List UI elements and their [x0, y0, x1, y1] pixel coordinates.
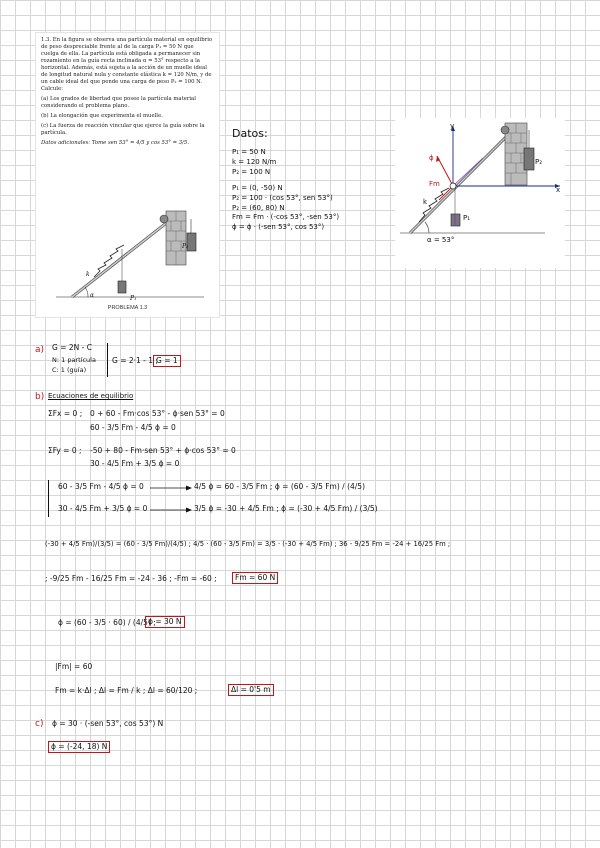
part-a-c: C: 1 (guía) — [52, 366, 87, 374]
fy-equation-2: 30 - 4/5 Fm + 3/5 ɸ = 0 — [90, 459, 180, 468]
part-b-label: b) — [35, 392, 45, 402]
problem-caption: PROBLEMA 1.3 — [107, 305, 148, 311]
data-vector-p1: P₁ = (0, -50) N — [232, 183, 283, 192]
equation-solve: ; -9/25 Fm - 16/25 Fm = -24 - 36 ; -Fm = -60 ; — [45, 574, 217, 583]
axis-label-x: x — [556, 186, 561, 194]
problem-statement-card — [35, 32, 220, 318]
problem-text — [41, 37, 213, 150]
arrow-icon — [150, 484, 192, 492]
problem-figure — [54, 205, 214, 303]
data-vector-phi: ɸ = ɸ · (-sen 53°, cos 53°) — [232, 223, 325, 232]
system-brace — [48, 480, 49, 517]
label-fm: Fm — [429, 180, 440, 188]
part-a-answer: G = 1 — [153, 355, 181, 367]
sum-fy-label: ΣFy = 0 ; — [48, 446, 82, 455]
data-given-k: k = 120 N/m — [232, 157, 277, 166]
arrow-icon — [150, 506, 192, 514]
system-result-2: 3/5 ɸ = -30 + 4/5 Fm ; ɸ = (-30 + 4/5 Fm) / (3/5) — [194, 504, 378, 513]
data-vector-p2: P₂ = 100 · (cos 53°, sen 53°) — [232, 193, 333, 202]
fx-equation-1: 0 + 60 - Fm·cos 53° - ɸ·sen 53° = 0 — [90, 409, 225, 418]
problem-label-alpha: α — [90, 292, 95, 299]
data-vector-fm: Fm = Fm · (-cos 53°, -sen 53°) — [232, 213, 340, 222]
fm-answer: Fm = 60 N — [232, 572, 278, 584]
label-alpha: α = 53° — [427, 236, 455, 244]
data-given-p2: P₂ = 100 N — [232, 167, 271, 176]
part-a-divider — [107, 343, 108, 377]
problem-label-p1: P₁ — [130, 295, 137, 302]
part-c-answer: ɸ = (-24, 18) N — [48, 741, 110, 753]
label-k: k — [423, 198, 428, 206]
label-p1: P₁ — [463, 214, 471, 222]
problem-question-c: (c) La fuerza de reacción vincular que ejerce la guía sobre la partícula. — [41, 122, 205, 136]
part-a-n: N: 1 partícula — [52, 356, 96, 364]
problem-paragraph: 1.3. En la figura se observa una partícula material en equilibrio de peso despreciable frente al de la carga P₁ = 50 N que cuelga de ella. La partícula está obligada a permanecer sin rozamiento en la guía recta inclinada α = 53° respecto a la horizontal. Además, está sujeta a la acción de un muelle ideal de longitud natural nula y constante elástica k = 120 N/m, y de un cable ideal del que pende una carga de peso P₂ = 100 N. Calcule: — [41, 37, 213, 92]
axis-label-y: y — [450, 122, 455, 130]
sum-fx-label: ΣFx = 0 ; — [48, 409, 83, 418]
elongation-equation: Fm = k·Δl ; Δl = Fm / k ; Δl = 60/120 ; — [55, 686, 198, 695]
free-body-diagram-drawing — [395, 118, 565, 268]
phi-equation: ɸ = (60 - 3/5 · 60) / (4/5) ; — [58, 618, 156, 627]
label-phi: ɸ — [429, 154, 434, 162]
part-a-formula: G = 2N - C — [52, 343, 92, 352]
fx-equation-2: 60 - 3/5 Fm - 4/5 ɸ = 0 — [90, 423, 176, 432]
problem-question-a: (a) Los grados de libertad que posee la partícula material considerando el problema plano. — [41, 95, 196, 109]
free-body-diagram — [395, 118, 565, 268]
system-equation-1: 60 - 3/5 Fm - 4/5 ɸ = 0 — [58, 482, 144, 491]
system-result-1: 4/5 ɸ = 60 - 3/5 Fm ; ɸ = (60 - 3/5 Fm) / (4/5) — [194, 482, 366, 491]
label-p2: P₂ — [535, 158, 543, 166]
part-b-heading: Ecuaciones de equilibrio — [48, 392, 134, 400]
system-equation-2: 30 - 4/5 Fm + 3/5 ɸ = 0 — [58, 504, 148, 513]
fy-equation-1: -50 + 80 - Fm·sen 53° + ɸ·cos 53° = 0 — [90, 446, 236, 455]
part-a-calc: G = 2·1 - 1 ; — [112, 356, 158, 365]
data-block — [232, 127, 339, 233]
equation-combined: (-30 + 4/5 Fm)/(3/5) = (60 - 3/5 Fm)/(4/5) ; 4/5 · (60 - 3/5 Fm) = 3/5 · (-30 + 4/5 Fm) ; 36 - 9/25 Fm = -24 + 16/25 Fm ; — [45, 540, 451, 548]
data-vector-p2-components: P₂ = (60, 80) N — [232, 203, 285, 212]
problem-label-k: k — [86, 271, 90, 278]
part-a-label: a) — [35, 345, 45, 355]
part-c-equation: ɸ = 30 · (-sen 53°, cos 53°) N — [52, 719, 164, 728]
problem-label-p2: P₂ — [182, 243, 189, 250]
fm-modulus: |Fm| = 60 — [55, 662, 93, 671]
elongation-answer: Δl = 0'5 m — [228, 684, 274, 696]
part-c-label: c) — [35, 719, 44, 729]
problem-question-b: (b) La elongación que experimenta el muelle. — [41, 112, 163, 119]
phi-answer: ɸ = 30 N — [145, 616, 185, 628]
data-given-p1: P₁ = 50 N — [232, 147, 266, 156]
data-title: Datos: — [232, 127, 268, 140]
problem-extra-data: Datos adicionales: Tome sen 53° = 4/5 y cos 53° = 3/5. — [41, 139, 189, 146]
